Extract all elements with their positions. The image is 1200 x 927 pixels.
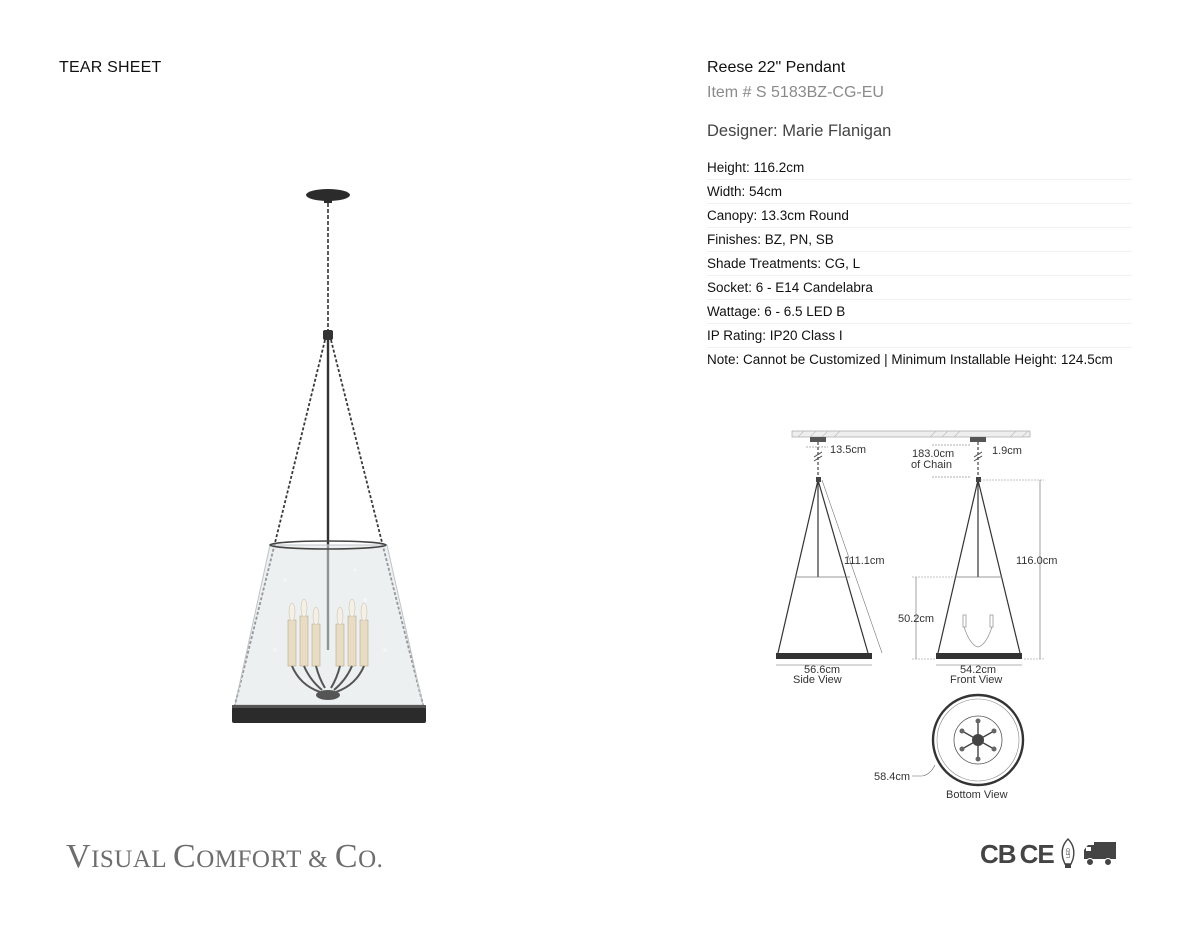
side-view-label: Side View — [793, 674, 842, 686]
brand-logo: VISUAL COMFORT & CO. — [66, 838, 384, 875]
spec-socket: Socket: 6 - E14 Candelabra — [707, 276, 1132, 300]
truck-shipping-icon — [1082, 839, 1118, 869]
spec-ip-rating: IP Rating: IP20 Class I — [707, 324, 1132, 348]
spec-wattage: Wattage: 6 - 6.5 LED B — [707, 300, 1132, 324]
dim-front-width: 54.2cm — [960, 664, 997, 676]
bottom-view-label: Bottom View — [946, 789, 1008, 801]
svg-text:LED: LED — [1065, 848, 1072, 858]
spec-list — [707, 156, 1132, 371]
dim-side-height: 111.1cm — [844, 555, 885, 567]
designer-name: Designer: Marie Flanigan — [707, 122, 892, 140]
spec-height: Height: 116.2cm — [707, 156, 1132, 180]
pendant-product-image — [215, 180, 445, 730]
dim-side-width: 56.6cm — [804, 664, 841, 676]
spec-canopy: Canopy: 13.3cm Round — [707, 204, 1132, 228]
product-title: Reese 22" Pendant — [707, 59, 846, 76]
tear-sheet-label: TEAR SHEET — [59, 59, 162, 76]
dimension-drawing — [770, 425, 1070, 810]
certification-badges — [980, 836, 1118, 872]
dim-chain: 183.0cm — [912, 448, 955, 460]
spec-note: Note: Cannot be Customized | Minimum Installable Height: 124.5cm — [707, 352, 1113, 367]
item-number: Item # S 5183BZ-CG-EU — [707, 84, 884, 101]
spec-width: Width: 54cm — [707, 180, 1132, 204]
dim-canopy-depth: 1.9cm — [992, 445, 1022, 457]
ce-cert-icon: CE — [1019, 838, 1054, 869]
cb-cert-icon: CB — [980, 838, 1016, 869]
spec-finishes: Finishes: BZ, PN, SB — [707, 228, 1132, 252]
led-bulb-icon — [1058, 837, 1078, 871]
dim-shade-height: 50.2cm — [898, 613, 935, 625]
dim-overall-height: 116.0cm — [1016, 555, 1058, 567]
dim-chain-label: of Chain — [911, 459, 952, 471]
dim-canopy: 13.5cm — [830, 444, 867, 456]
spec-shade-treatments: Shade Treatments: CG, L — [707, 252, 1132, 276]
dim-bottom-diameter: 58.4cm — [874, 771, 911, 783]
front-view-label: Front View — [950, 674, 1003, 686]
